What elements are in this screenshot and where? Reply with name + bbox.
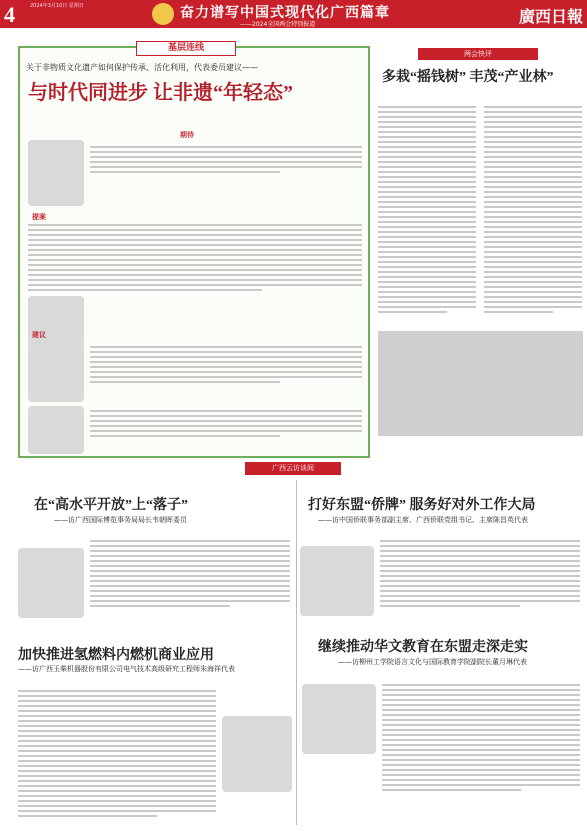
feature-label: 建议 — [32, 331, 46, 339]
feature-headline: 与时代同进步 让非遗“年轻态” — [28, 82, 293, 104]
article-headline: 在“高水平开放”上“落子” — [34, 498, 188, 513]
text-block — [378, 106, 476, 316]
portrait-photo — [28, 140, 84, 206]
text-block — [90, 146, 362, 176]
article-subhead: ——访广西国际博览事务局局长韦朝晖委员 — [54, 516, 187, 524]
newspaper-logo: 廣西日報 — [518, 9, 583, 26]
section-tag: 基层连线 — [136, 41, 236, 56]
text-block — [18, 690, 216, 820]
article-headline: 继续推动华文教育在东盟走深走实 — [318, 640, 528, 655]
text-block — [484, 106, 582, 316]
section-tag: 两会快评 — [418, 48, 538, 60]
text-block — [90, 346, 362, 386]
portrait-photo — [302, 684, 376, 754]
banner-subtitle: ——2024全国两会特别报道 — [240, 21, 316, 28]
portrait-photo — [28, 342, 84, 402]
feature-kicker: 关于非物质文化遗产如何保护传承、活化利用，代表委员建议—— — [26, 63, 258, 72]
portrait-photo — [28, 406, 84, 454]
section-tag: 广西云访谈间 — [245, 462, 341, 475]
commentary-headline: 多栽“摇钱树” 丰茂“产业林” — [382, 70, 554, 85]
side-commentary — [378, 46, 583, 458]
interviews-band — [0, 462, 587, 476]
article-subhead: ——访柳州工学院语言文化与国际教育学院副院长董月琳代表 — [338, 658, 527, 666]
news-photo — [378, 331, 583, 436]
column-divider — [296, 480, 297, 825]
page-header — [0, 0, 587, 28]
text-block — [28, 224, 362, 294]
portrait-photo — [18, 548, 84, 618]
text-block — [380, 540, 580, 610]
portrait-photo — [222, 716, 292, 792]
feature-label: 期待 — [180, 131, 194, 139]
feature-label: 提案 — [32, 213, 46, 221]
portrait-photo — [300, 546, 374, 616]
article-headline: 打好东盟“侨牌” 服务好对外工作大局 — [308, 498, 536, 513]
main-feature — [18, 43, 370, 458]
article-subhead: ——访广西玉柴机器股份有限公司电气技术高级研究工程师朱海祥代表 — [18, 665, 235, 673]
issue-date: 2024年3月10日 星期日 — [30, 3, 84, 9]
text-block — [90, 540, 290, 610]
page-number: 4 — [4, 2, 15, 27]
article-subhead: ——访中国侨联事务部副主席、广西侨联党组书记、主席陈昌英代表 — [318, 516, 528, 524]
banner-title: 奋力谱写中国式现代化广西篇章 — [180, 5, 390, 21]
text-block — [382, 684, 580, 794]
emblem-icon — [152, 3, 174, 25]
article-headline: 加快推进氢燃料内燃机商业应用 — [18, 648, 214, 663]
text-block — [90, 410, 362, 440]
